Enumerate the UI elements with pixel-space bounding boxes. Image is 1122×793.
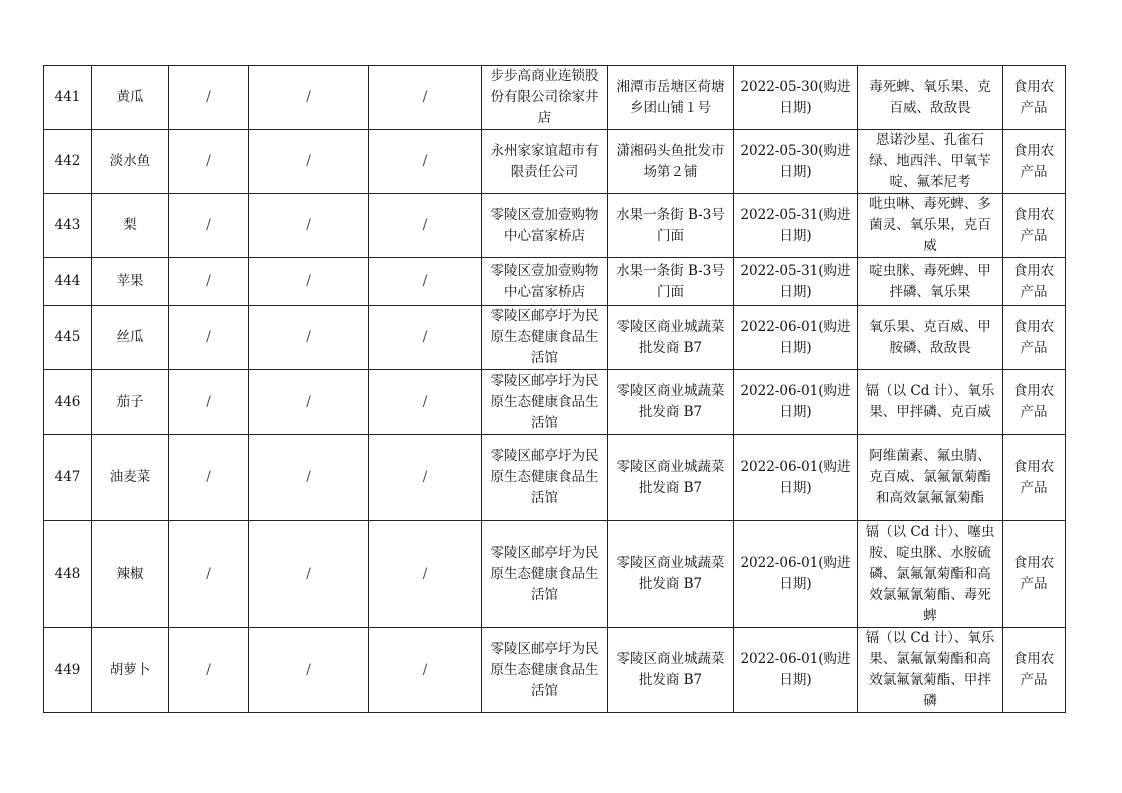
product-name: 梨 <box>92 194 169 258</box>
brand-cell: / <box>249 130 369 194</box>
table-row <box>44 194 1066 258</box>
date-cell: 2022-05-30(购进日期) <box>734 66 858 130</box>
address-cell: 零陵区商业城蔬菜批发商 B7 <box>608 306 734 370</box>
sampled-unit: 零陵区邮亭圩为民原生态健康食品生活馆 <box>482 521 608 628</box>
batch-cell: / <box>369 258 482 306</box>
test-items: 恩诺沙星、孔雀石绿、地西泮、甲氧苄啶、氟苯尼考 <box>858 130 1003 194</box>
date-cell: 2022-06-01(购进日期) <box>734 628 858 713</box>
batch-cell: / <box>369 435 482 521</box>
sampled-unit: 零陵区邮亭圩为民原生态健康食品生活馆 <box>482 628 608 713</box>
product-name: 淡水鱼 <box>92 130 169 194</box>
spec-cell: / <box>169 130 249 194</box>
address-cell: 水果一条街 B-3号门面 <box>608 258 734 306</box>
brand-cell: / <box>249 258 369 306</box>
table-body <box>44 66 1066 713</box>
brand-cell: / <box>249 435 369 521</box>
brand-cell: / <box>249 66 369 130</box>
spec-cell: / <box>169 258 249 306</box>
sampled-unit: 零陵区壹加壹购物中心富家桥店 <box>482 194 608 258</box>
spec-cell: / <box>169 521 249 628</box>
category-cell: 食用农产品 <box>1003 435 1066 521</box>
batch-cell: / <box>369 66 482 130</box>
table-row <box>44 258 1066 306</box>
results-table <box>43 65 1066 713</box>
category-cell: 食用农产品 <box>1003 628 1066 713</box>
row-number: 442 <box>44 130 92 194</box>
row-number: 444 <box>44 258 92 306</box>
batch-cell: / <box>369 130 482 194</box>
batch-cell: / <box>369 628 482 713</box>
row-number: 446 <box>44 370 92 435</box>
spec-cell: / <box>169 628 249 713</box>
batch-cell: / <box>369 521 482 628</box>
table-row <box>44 435 1066 521</box>
brand-cell: / <box>249 521 369 628</box>
address-cell: 零陵区商业城蔬菜批发商 B7 <box>608 435 734 521</box>
row-number: 447 <box>44 435 92 521</box>
table-row <box>44 306 1066 370</box>
test-items: 氧乐果、克百威、甲胺磷、敌敌畏 <box>858 306 1003 370</box>
date-cell: 2022-05-31(购进日期) <box>734 194 858 258</box>
product-name: 黄瓜 <box>92 66 169 130</box>
category-cell: 食用农产品 <box>1003 194 1066 258</box>
test-items: 阿维菌素、氟虫腈、克百威、氯氟氰菊酯和高效氯氟氰菊酯 <box>858 435 1003 521</box>
brand-cell: / <box>249 370 369 435</box>
date-cell: 2022-05-31(购进日期) <box>734 258 858 306</box>
table-row <box>44 628 1066 713</box>
row-number: 443 <box>44 194 92 258</box>
sampled-unit: 零陵区邮亭圩为民原生态健康食品生活馆 <box>482 370 608 435</box>
spec-cell: / <box>169 66 249 130</box>
batch-cell: / <box>369 194 482 258</box>
batch-cell: / <box>369 306 482 370</box>
address-cell: 湘潭市岳塘区荷塘乡团山铺１号 <box>608 66 734 130</box>
category-cell: 食用农产品 <box>1003 130 1066 194</box>
product-name: 苹果 <box>92 258 169 306</box>
table-row <box>44 370 1066 435</box>
row-number: 449 <box>44 628 92 713</box>
brand-cell: / <box>249 628 369 713</box>
address-cell: 零陵区商业城蔬菜批发商 B7 <box>608 370 734 435</box>
test-items: 镉（以 Cd 计）、噻虫胺、啶虫脒、水胺硫磷、氯氟氰菊酯和高效氯氟氰菊酯、毒死蜱 <box>858 521 1003 628</box>
product-name: 丝瓜 <box>92 306 169 370</box>
sampled-unit: 永州家家谊超市有限责任公司 <box>482 130 608 194</box>
address-cell: 零陵区商业城蔬菜批发商 B7 <box>608 628 734 713</box>
batch-cell: / <box>369 370 482 435</box>
product-name: 油麦菜 <box>92 435 169 521</box>
date-cell: 2022-06-01(购进日期) <box>734 435 858 521</box>
address-cell: 零陵区商业城蔬菜批发商 B7 <box>608 521 734 628</box>
test-items: 啶虫脒、毒死蜱、甲拌磷、氧乐果 <box>858 258 1003 306</box>
brand-cell: / <box>249 306 369 370</box>
address-cell: 水果一条街 B-3号门面 <box>608 194 734 258</box>
spec-cell: / <box>169 435 249 521</box>
address-cell: 潇湘码头鱼批发市场第２铺 <box>608 130 734 194</box>
product-name: 胡萝卜 <box>92 628 169 713</box>
test-items: 吡虫啉、毒死蜱、多菌灵、氧乐果，克百威 <box>858 194 1003 258</box>
test-items: 镉（以 Cd 计）、氧乐果、甲拌磷、克百威 <box>858 370 1003 435</box>
category-cell: 食用农产品 <box>1003 521 1066 628</box>
category-cell: 食用农产品 <box>1003 306 1066 370</box>
category-cell: 食用农产品 <box>1003 370 1066 435</box>
table-row <box>44 130 1066 194</box>
row-number: 441 <box>44 66 92 130</box>
date-cell: 2022-06-01(购进日期) <box>734 521 858 628</box>
product-name: 辣椒 <box>92 521 169 628</box>
date-cell: 2022-06-01(购进日期) <box>734 306 858 370</box>
category-cell: 食用农产品 <box>1003 258 1066 306</box>
row-number: 448 <box>44 521 92 628</box>
sampled-unit: 零陵区邮亭圩为民原生态健康食品生活馆 <box>482 435 608 521</box>
category-cell: 食用农产品 <box>1003 66 1066 130</box>
test-items: 毒死蜱、氧乐果、克百威、敌敌畏 <box>858 66 1003 130</box>
date-cell: 2022-05-30(购进日期) <box>734 130 858 194</box>
sampled-unit: 步步高商业连锁股份有限公司徐家井店 <box>482 66 608 130</box>
spec-cell: / <box>169 194 249 258</box>
product-name: 茄子 <box>92 370 169 435</box>
sampled-unit: 零陵区邮亭圩为民原生态健康食品生活馆 <box>482 306 608 370</box>
table-row <box>44 521 1066 628</box>
spec-cell: / <box>169 306 249 370</box>
test-items: 镉（以 Cd 计）、氧乐果、氯氟氰菊酯和高效氯氟氰菊酯、甲拌磷 <box>858 628 1003 713</box>
brand-cell: / <box>249 194 369 258</box>
sampled-unit: 零陵区壹加壹购物中心富家桥店 <box>482 258 608 306</box>
date-cell: 2022-06-01(购进日期) <box>734 370 858 435</box>
spec-cell: / <box>169 370 249 435</box>
row-number: 445 <box>44 306 92 370</box>
table-row <box>44 66 1066 130</box>
